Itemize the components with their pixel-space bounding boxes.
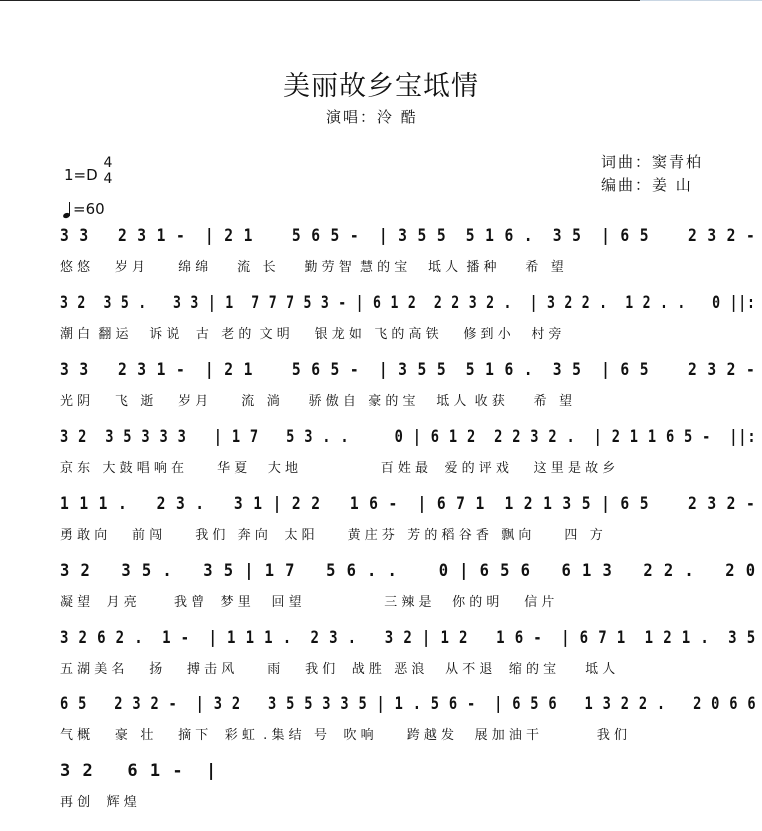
- notes-line: 3 2 3 5 . 3 3 | 1 7 7 7 5 3 - | 6 1 2 2 2 3 2 . | 3 2 2 . 1 2 . . 0 ||:: [60, 293, 756, 313]
- notes-line: 3 2 3 5 . 3 5 | 1 7 5 6 . . 0 | 6 5 6 6 1 3 2 2 . 2 0: [60, 561, 756, 581]
- lyrics-line: 气 概 豪 壮 摘 下 彩 虹 . 集 结 号 吹 响 跨 越 发 展 加 油 干 我 们: [60, 728, 627, 743]
- time-signature: [102, 155, 114, 187]
- time-signature-top: 4: [103, 155, 113, 171]
- song-title: 美丽故乡宝坻情: [283, 71, 479, 102]
- tempo-value: =60: [73, 200, 105, 218]
- lyrics-line: 京 东 大 鼓 唱 响 在 华 夏 大 地 百 姓 最 爱 的 评 戏 这 里 是 故 乡: [60, 461, 616, 476]
- lyrics-line: 悠 悠 岁 月 绵 绵 流 长 勤 劳 智 慧 的 宝 坻 人 播 种 希 望: [60, 260, 564, 275]
- lyrics-line: 潮 白 翻 运 诉 说 古 老 的 文 明 银 龙 如 飞 的 高 铁 修 到 小 村 旁: [60, 327, 562, 342]
- lyrics-line: 再 创 辉 煌: [60, 795, 137, 810]
- notes-line: 6 5 2 3 2 - | 3 2 3 5 5 3 3 5 | 1 . 5 6 - | 6 5 6 1 3 2 2 . 2 0 6 6: [60, 694, 757, 714]
- notes-line: 3 2 6 2 . 1 - | 1 1 1 . 2 3 . 3 2 | 1 2 1 6 - | 6 7 1 1 2 1 . 3 5: [60, 628, 757, 648]
- key-signature: 1=D: [64, 166, 98, 184]
- singer-credit: 演唱：泠 酷: [326, 108, 418, 126]
- top-border-line-right: [640, 0, 762, 1]
- tempo-marking: [63, 200, 105, 218]
- quarter-note-icon: [63, 202, 73, 218]
- top-border-line: [0, 0, 640, 1]
- notes-line: 3 3 2 3 1 - | 2 1 5 6 5 - | 3 5 5 5 1 6 . 3 5 | 6 5 2 3 2 -: [60, 226, 756, 246]
- lyrics-line: 凝 望 月 亮 我 曾 梦 里 回 望 三 辣 是 你 的 明 信 片: [60, 595, 555, 610]
- notes-line: 3 2 6 1 - |: [60, 761, 218, 781]
- notes-line: 1 1 1 . 2 3 . 3 1 | 2 2 1 6 - | 6 7 1 1 2 1 3 5 | 6 5 2 3 2 -: [60, 494, 756, 514]
- lyrics-line: 勇 敢 向 前 闯 我 们 奔 向 太 阳 黄 庄 芬 芳 的 稻 谷 香 飘 向 四 方: [60, 528, 603, 543]
- time-signature-bottom: 4: [103, 171, 113, 187]
- arranger-credit: 编曲：姜 山: [601, 176, 693, 194]
- notes-line: 3 2 3 5 3 3 3 | 1 7 5 3 . . 0 | 6 1 2 2 2 3 2 . | 2 1 1 6 5 - ||:: [60, 427, 757, 447]
- lyricist-credit: 词曲：窦青柏: [601, 153, 704, 171]
- notes-line: 3 3 2 3 1 - | 2 1 5 6 5 - | 3 5 5 5 1 6 . 3 5 | 6 5 2 3 2 -: [60, 360, 756, 380]
- lyrics-line: 光 阴 飞 逝 岁 月 流 淌 骄 傲 自 豪 的 宝 坻 人 收 获 希 望: [60, 394, 573, 409]
- lyrics-line: 五 湖 美 名 扬 搏 击 风 雨 我 们 战 胜 恶 浪 从 不 退 缩 的 宝 坻 人: [60, 662, 616, 677]
